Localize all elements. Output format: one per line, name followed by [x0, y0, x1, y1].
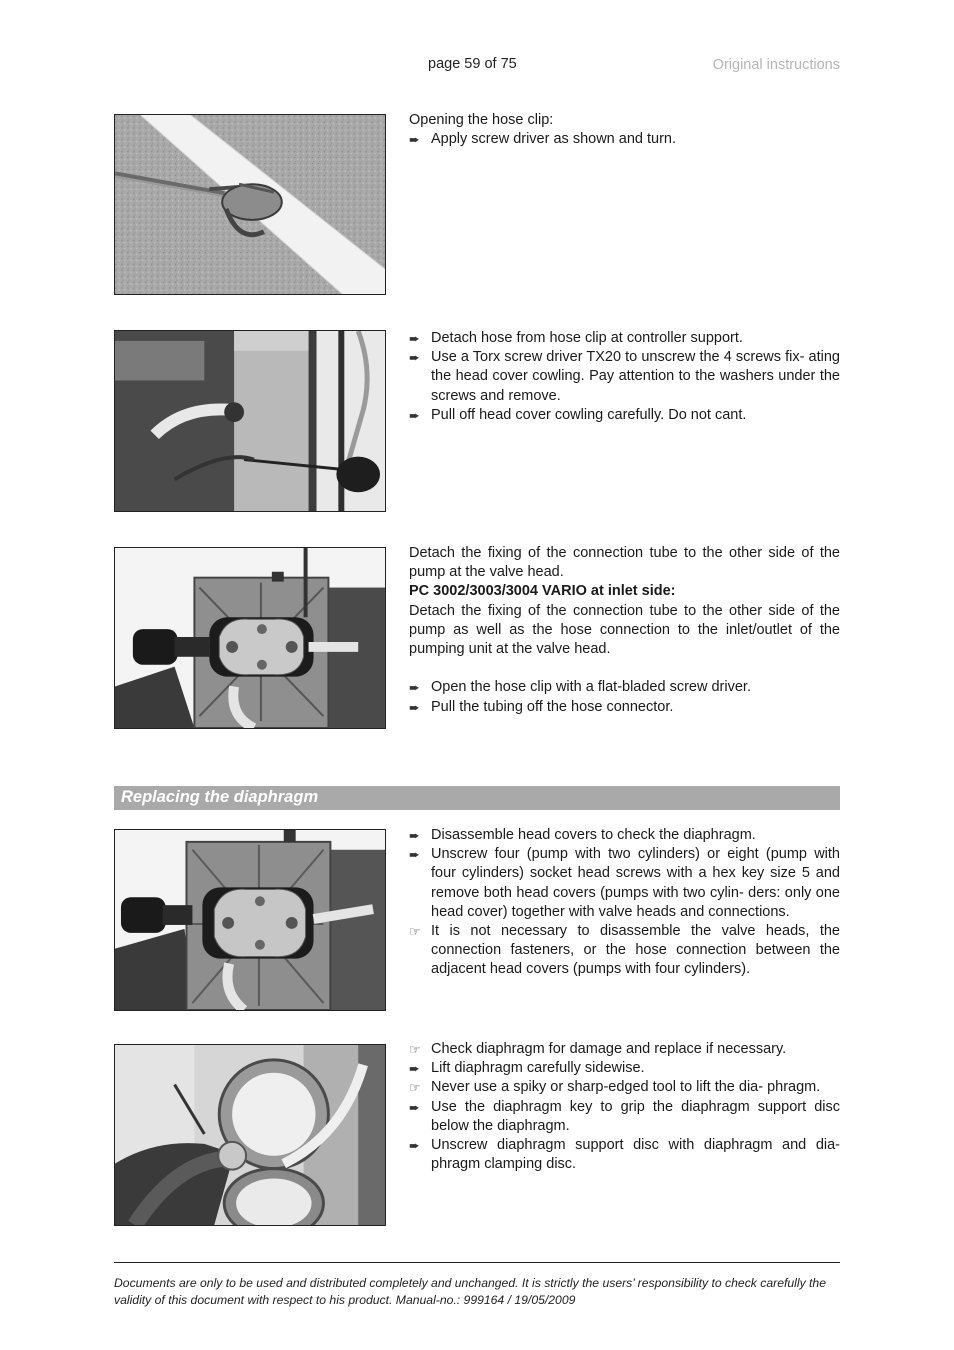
note-item: ☞ It is not necessary to disassemble the valve heads, the connection fasteners, or the hose connection between the adjacent head covers (pumps with four cylinders). — [409, 923, 840, 978]
pointing-hand-icon: ☞ — [409, 924, 421, 940]
instruction-item: ➨ Unscrew diaphragm support disc with diaphragm and dia- phragm clamping disc. — [409, 1137, 840, 1173]
instruction-item: ➨ Pull off head cover cowling carefully. Do not cant. — [409, 406, 840, 425]
arrow-icon: ➨ — [409, 350, 420, 366]
arrow-icon: ➨ — [409, 1138, 420, 1154]
hose-clip-intro: Opening the hose clip: — [409, 112, 554, 128]
photo-valve-head — [114, 547, 386, 729]
note-item: ☞ Check diaphragm for damage and replace if necessary. — [409, 1040, 840, 1059]
instruction-item: ➨ Unscrew four (pump with two cylinders) or eight (pump with four cylinders) socket head screws with a hex key size 5 and remove both head covers (pumps with two cylin- ders: only one head cover) together with valve heads and connections. — [409, 846, 840, 920]
photo-head-covers — [114, 829, 386, 1011]
instruction-item: ➨ Use the diaphragm key to grip the diaphragm support disc below the diaphragm. — [409, 1098, 840, 1134]
page-number: page 59 of 75 — [428, 56, 517, 72]
cowling-instructions — [409, 329, 840, 425]
valve-head-paragraph-1: Detach the fixing of the connection tube to the other side of the pump at the valve head. — [409, 545, 840, 581]
arrow-icon: ➨ — [409, 407, 420, 423]
arrow-icon: ➨ — [409, 132, 420, 148]
arrow-icon: ➨ — [409, 1061, 420, 1077]
arrow-icon: ➨ — [409, 847, 420, 863]
instruction-item: ➨ Apply screw driver as shown and turn. — [409, 130, 840, 149]
photo-hose-clip — [114, 114, 386, 295]
instruction-item: ➨ Disassemble head covers to check the diaphragm. — [409, 826, 840, 845]
section-title: Replacing the diaphragm — [121, 788, 319, 806]
hose-clip-instructions — [409, 111, 840, 149]
diaphragm-instructions — [409, 1040, 840, 1174]
head-cover-instructions — [409, 826, 840, 980]
instruction-item: ➨ Detach hose from hose clip at controller support. — [409, 329, 840, 348]
document-label: Original instructions — [712, 57, 840, 73]
valve-head-instructions — [409, 544, 840, 717]
pointing-hand-icon: ☞ — [409, 1042, 421, 1057]
valve-head-paragraph-2: Detach the fixing of the connection tube to the other side of the pump as well as the hose connection to the inlet/outlet of the pumping unit at the valve head. — [409, 602, 840, 658]
instruction-item: ➨ Open the hose clip with a flat-bladed screw driver. — [409, 678, 840, 697]
footer-divider — [114, 1262, 840, 1263]
arrow-icon: ➨ — [409, 699, 420, 715]
arrow-icon: ➨ — [409, 1099, 420, 1115]
model-heading: PC 3002/3003/3004 VARIO at inlet side: — [409, 583, 676, 600]
pointing-hand-icon: ☞ — [409, 1080, 421, 1096]
instruction-item: ➨ Pull the tubing off the hose connector. — [409, 698, 840, 717]
photo-diaphragm — [114, 1044, 386, 1226]
section-heading-bar — [114, 786, 840, 810]
arrow-icon: ➨ — [409, 680, 420, 696]
arrow-icon: ➨ — [409, 828, 420, 843]
photo-head-cover-cowling — [114, 330, 386, 512]
footer-disclaimer: Documents are only to be used and distributed completely and unchanged. It is strictly the users’ responsibility to check carefully the validity of this document with respect to his product. Manual-no.: 999164 / 19/05/2009 — [114, 1276, 826, 1307]
instruction-item: ➨ Use a Torx screw driver TX20 to unscrew the 4 screws fix- ating the head cover cowling. Pay attention to the washers under the screws and remove. — [409, 349, 840, 404]
note-item: ☞ Never use a spiky or sharp-edged tool to lift the dia- phragm. — [409, 1078, 840, 1097]
instruction-item: ➨ Lift diaphragm carefully sidewise. — [409, 1059, 840, 1078]
arrow-icon: ➨ — [409, 331, 420, 346]
